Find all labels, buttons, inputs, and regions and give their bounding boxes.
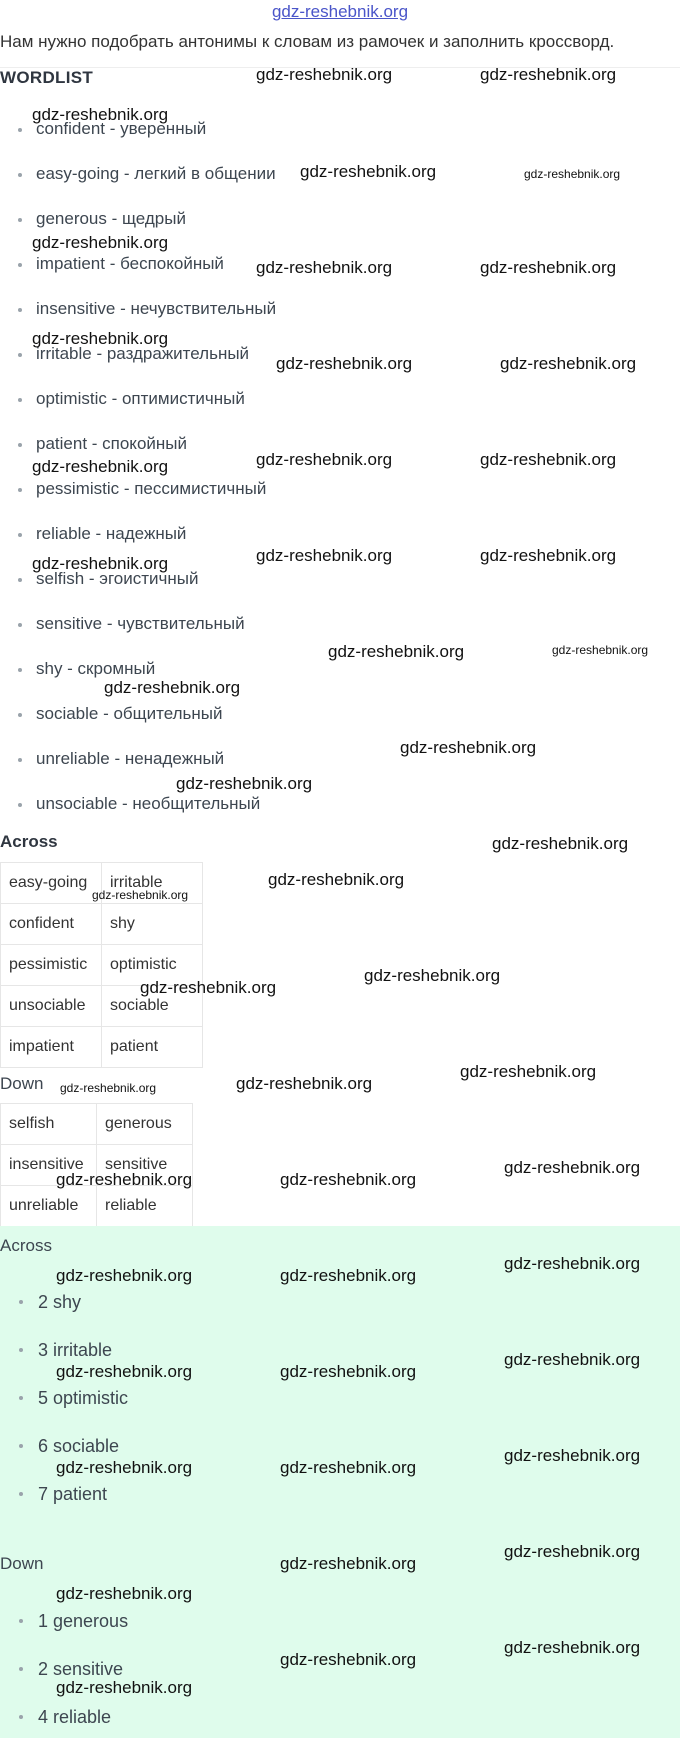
- watermark: gdz-reshebnik.org: [92, 888, 189, 902]
- watermark: gdz-reshebnik.org: [504, 1254, 641, 1273]
- watermark: gdz-reshebnik.org: [552, 643, 649, 657]
- watermark: gdz-reshebnik.org: [364, 966, 501, 985]
- table-row: [1, 1027, 203, 1068]
- answers-across-list: [0, 1290, 128, 1530]
- list-item: impatient - беспокойный: [0, 253, 276, 298]
- list-item: pessimistic - пессимистичный: [0, 478, 276, 523]
- watermark: gdz-reshebnik.org: [256, 450, 393, 469]
- list-item: easy-going - легкий в общении: [0, 163, 276, 208]
- watermark: gdz-reshebnik.org: [280, 1170, 417, 1189]
- watermark: gdz-reshebnik.org: [400, 738, 537, 757]
- list-item: 2 shy: [0, 1290, 128, 1338]
- watermark: gdz-reshebnik.org: [56, 1362, 193, 1381]
- watermark: gdz-reshebnik.org: [504, 1542, 641, 1561]
- table-cell: generous: [97, 1104, 193, 1145]
- list-item: 7 patient: [0, 1482, 128, 1530]
- watermark: gdz-reshebnik.org: [280, 1650, 417, 1669]
- watermark: gdz-reshebnik.org: [256, 65, 393, 84]
- watermark: gdz-reshebnik.org: [236, 1074, 373, 1093]
- watermark: gdz-reshebnik.org: [56, 1170, 193, 1189]
- watermark: gdz-reshebnik.org: [504, 1638, 641, 1657]
- table-cell: selfish: [1, 1104, 97, 1145]
- list-item: 2 sensitive: [0, 1657, 128, 1705]
- watermark: gdz-reshebnik.org: [280, 1458, 417, 1477]
- watermark: gdz-reshebnik.org: [524, 167, 621, 181]
- list-item: generous - щедрый: [0, 208, 276, 253]
- list-item: reliable - надежный: [0, 523, 276, 568]
- watermark: gdz-reshebnik.org: [480, 546, 617, 565]
- watermark: gdz-reshebnik.org: [56, 1678, 193, 1697]
- list-item: shy - скромный: [0, 658, 276, 703]
- list-item: unreliable - ненадежный: [0, 748, 276, 793]
- watermark: gdz-reshebnik.org: [56, 1584, 193, 1603]
- list-item: 1 generous: [0, 1609, 128, 1657]
- watermark: gdz-reshebnik.org: [104, 678, 241, 697]
- watermark: gdz-reshebnik.org: [492, 834, 629, 853]
- watermark: gdz-reshebnik.org: [256, 258, 393, 277]
- watermark: gdz-reshebnik.org: [32, 233, 169, 252]
- watermark: gdz-reshebnik.org: [60, 1081, 157, 1095]
- list-item: selfish - эгоистичный: [0, 568, 276, 613]
- watermark: gdz-reshebnik.org: [268, 870, 405, 889]
- watermark: gdz-reshebnik.org: [32, 329, 169, 348]
- table-cell: reliable: [97, 1186, 193, 1227]
- watermark: gdz-reshebnik.org: [280, 1554, 417, 1573]
- table-cell: easy-going: [1, 863, 102, 904]
- list-item: sociable - общительный: [0, 703, 276, 748]
- watermark: gdz-reshebnik.org: [56, 1266, 193, 1285]
- watermark: gdz-reshebnik.org: [480, 258, 617, 277]
- list-item: optimistic - оптимистичный: [0, 388, 276, 433]
- watermark: gdz-reshebnik.org: [504, 1350, 641, 1369]
- down-table: [0, 1103, 193, 1227]
- list-item: patient - спокойный: [0, 433, 276, 478]
- intro-text: Нам нужно подобрать антонимы к словам из рамочек и заполнить кроссворд.: [0, 32, 615, 51]
- list-item: unsociable - необщительный: [0, 793, 276, 838]
- list-item: irritable - раздражительный: [0, 343, 276, 388]
- watermark: gdz-reshebnik.org: [300, 162, 437, 181]
- list-item: 5 optimistic: [0, 1386, 128, 1434]
- list-item: sensitive - чувствительный: [0, 613, 276, 658]
- watermark: gdz-reshebnik.org: [504, 1158, 641, 1177]
- list-item: 4 reliable: [0, 1705, 128, 1753]
- list-item: confident - уверенный: [0, 118, 276, 163]
- site-link[interactable]: gdz-reshebnik.org: [271, 2, 409, 21]
- table-cell: insensitive: [1, 1145, 97, 1186]
- watermark: gdz-reshebnik.org: [176, 774, 313, 793]
- table-row: [1, 904, 203, 945]
- table-cell: impatient: [1, 1027, 102, 1068]
- across-title: Across: [0, 832, 58, 851]
- list-item: 3 irritable: [0, 1338, 128, 1386]
- table-cell: unreliable: [1, 1186, 97, 1227]
- watermark: gdz-reshebnik.org: [256, 546, 393, 565]
- list-item: 6 sociable: [0, 1434, 128, 1482]
- watermark: gdz-reshebnik.org: [276, 354, 413, 373]
- answers-down-title: Down: [0, 1554, 44, 1573]
- watermark: gdz-reshebnik.org: [500, 354, 637, 373]
- watermark: gdz-reshebnik.org: [480, 450, 617, 469]
- table-cell: patient: [102, 1027, 203, 1068]
- watermark: gdz-reshebnik.org: [32, 457, 169, 476]
- table-cell: unsociable: [1, 986, 102, 1027]
- table-cell: irritable: [102, 863, 203, 904]
- wordlist-title: WORDLIST: [0, 68, 94, 87]
- watermark: gdz-reshebnik.org: [504, 1446, 641, 1465]
- watermark: gdz-reshebnik.org: [32, 105, 169, 124]
- table-row: [1, 1104, 193, 1145]
- answers-across-title: Across: [0, 1236, 52, 1255]
- watermark: gdz-reshebnik.org: [140, 978, 277, 997]
- down-title: Down: [0, 1074, 44, 1093]
- table-cell: shy: [102, 904, 203, 945]
- table-cell: sensitive: [97, 1145, 193, 1186]
- table-row: [1, 1186, 193, 1227]
- list-item: insensitive - нечувствительный: [0, 298, 276, 343]
- table-cell: pessimistic: [1, 945, 102, 986]
- watermark: gdz-reshebnik.org: [328, 642, 465, 661]
- watermark: gdz-reshebnik.org: [460, 1062, 597, 1081]
- table-cell: confident: [1, 904, 102, 945]
- watermark: gdz-reshebnik.org: [280, 1362, 417, 1381]
- watermark: gdz-reshebnik.org: [480, 65, 617, 84]
- wordlist: [0, 118, 276, 838]
- watermark: gdz-reshebnik.org: [56, 1458, 193, 1477]
- table-cell: sociable: [102, 986, 203, 1027]
- watermark: gdz-reshebnik.org: [32, 554, 169, 573]
- watermark: gdz-reshebnik.org: [280, 1266, 417, 1285]
- table-cell: optimistic: [102, 945, 203, 986]
